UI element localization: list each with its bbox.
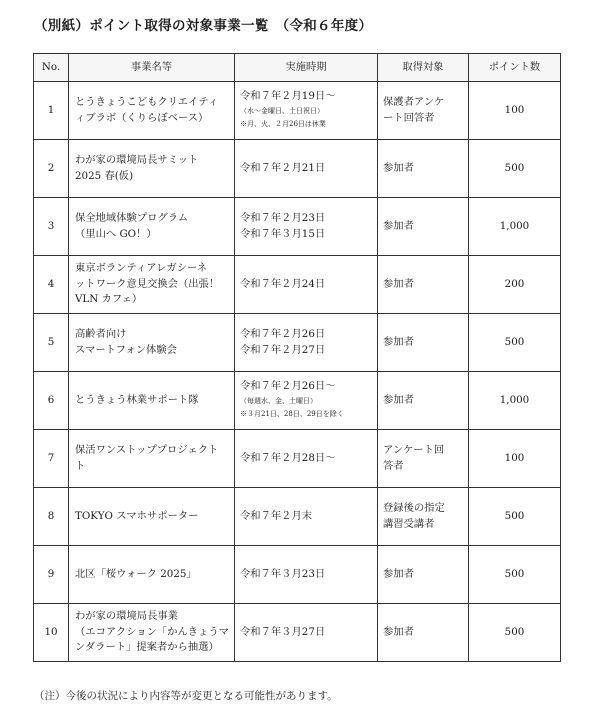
- program-period: [235, 604, 378, 662]
- table-body: [34, 82, 561, 662]
- program-period: [235, 488, 378, 546]
- points-value: 500: [469, 546, 561, 604]
- eligible-target-line: 保護者アンケ: [383, 95, 445, 108]
- program-name: [69, 140, 235, 198]
- program-period: [235, 198, 378, 256]
- eligible-target-line: 答者: [383, 459, 404, 472]
- points-value: 100: [469, 430, 561, 488]
- program-name: [69, 372, 235, 430]
- eligible-target: [378, 372, 469, 430]
- table-row: [34, 82, 561, 140]
- table-row: [34, 372, 561, 430]
- table-row: [34, 430, 561, 488]
- program-period-line: 令和７年３月23日: [240, 567, 326, 580]
- row-number: 7: [34, 430, 69, 488]
- eligible-target-line: 参加者: [383, 625, 414, 638]
- eligible-target-line: 登録後の指定: [383, 501, 445, 514]
- program-name-line: ト: [75, 459, 86, 472]
- row-number: 5: [34, 314, 69, 372]
- program-name-line: とうきょうこどもクリエイティ: [75, 95, 219, 108]
- program-name-line: 保活ワンストッププロジェクト: [75, 443, 219, 456]
- program-name-line: わが家の環境局長サミット: [75, 153, 199, 166]
- program-name-line: 北区「桜ウォーク 2025」: [75, 567, 197, 580]
- program-name-line: とうきょう林業サポート隊: [75, 393, 199, 406]
- header-points: ポイント数: [469, 54, 561, 82]
- row-number: 6: [34, 372, 69, 430]
- points-value: 500: [469, 314, 561, 372]
- row-number: 4: [34, 256, 69, 314]
- points-value: 500: [469, 488, 561, 546]
- program-name: [69, 82, 235, 140]
- footnote: （注）今後の状況により内容等が変更となる可能性があります。: [34, 690, 338, 702]
- program-name-line: TOKYO スマホサポーター: [75, 509, 199, 522]
- program-period-line: （水～金曜日、土日祝日）: [240, 107, 324, 116]
- points-value: 1,000: [469, 372, 561, 430]
- eligible-target-line: ート回答者: [383, 111, 435, 124]
- row-number: 10: [34, 604, 69, 662]
- program-period-line: 令和７年２月23日: [240, 211, 326, 224]
- row-number: 1: [34, 82, 69, 140]
- program-name-line: 保全地域体験プログラム: [75, 211, 189, 224]
- program-period: [235, 372, 378, 430]
- program-period: [235, 256, 378, 314]
- eligible-target-line: 参加者: [383, 161, 414, 174]
- eligible-target-line: 講習受講者: [383, 517, 435, 530]
- header-target: 取得対象: [378, 54, 469, 82]
- points-value: 1,000: [469, 198, 561, 256]
- program-period: [235, 314, 378, 372]
- program-period-line: 令和７年２月19日～: [240, 90, 336, 103]
- row-number: 9: [34, 546, 69, 604]
- program-name: [69, 198, 235, 256]
- program-period-line: 令和７年２月末: [240, 509, 313, 522]
- eligible-target: [378, 256, 469, 314]
- program-name-line: ットワーク意見交換会（出張！: [75, 277, 220, 290]
- program-name-line: ンダラート」提案者から抽選）: [75, 641, 219, 654]
- program-table: [33, 53, 561, 662]
- program-name: [69, 430, 235, 488]
- program-period-line: 令和７年２月26日～: [240, 380, 336, 393]
- table-row: [34, 140, 561, 198]
- program-period-line: 令和７年３月27日: [240, 625, 326, 638]
- eligible-target-line: 参加者: [383, 567, 414, 580]
- program-name: [69, 604, 235, 662]
- eligible-target-line: アンケート回: [383, 443, 445, 456]
- eligible-target: [378, 604, 469, 662]
- table-row: [34, 256, 561, 314]
- table-header-row: [34, 54, 561, 82]
- program-period: [235, 430, 378, 488]
- eligible-target: [378, 198, 469, 256]
- table-row: [34, 488, 561, 546]
- header-period: 実施時期: [235, 54, 378, 82]
- program-name-line: 2025 春(仮): [75, 169, 134, 182]
- program-name-line: 高齢者向け: [75, 327, 127, 340]
- program-name-line: （里山へ GO！）: [75, 227, 157, 240]
- program-name-line: スマートフォン体験会: [75, 343, 177, 356]
- program-name-line: （エコアクション「かんきょうマ: [75, 625, 229, 638]
- program-name: [69, 488, 235, 546]
- eligible-target: [378, 488, 469, 546]
- table-row: [34, 314, 561, 372]
- program-name-line: わが家の環境局長事業: [75, 609, 178, 622]
- program-period-line: 令和７年２月28日～: [240, 451, 336, 464]
- points-value: 100: [469, 82, 561, 140]
- eligible-target: [378, 314, 469, 372]
- document-title: （別紙）ポイント取得の対象事業一覧 （令和６年度）: [34, 18, 373, 34]
- program-period: [235, 546, 378, 604]
- program-period: [235, 82, 378, 140]
- eligible-target: [378, 546, 469, 604]
- program-period-line: 令和７年３月15日: [240, 227, 326, 240]
- eligible-target-line: 参加者: [383, 393, 414, 406]
- row-number: 8: [34, 488, 69, 546]
- points-value: 500: [469, 140, 561, 198]
- program-name-line: 東京ボランティアレガシーネ: [75, 261, 208, 274]
- program-name: [69, 256, 235, 314]
- row-number: 3: [34, 198, 69, 256]
- program-period-line: ※月、火、２月26日は休業: [240, 120, 326, 129]
- program-period-line: 令和７年２月21日: [240, 161, 326, 174]
- points-value: 500: [469, 604, 561, 662]
- program-period-line: 令和７年２月27日: [240, 343, 326, 356]
- table-row: [34, 198, 561, 256]
- eligible-target-line: 参加者: [383, 277, 414, 290]
- program-period-line: （毎週水、金、土曜日）: [240, 397, 317, 406]
- eligible-target-line: 参加者: [383, 219, 414, 232]
- program-period-line: 令和７年２月24日: [240, 277, 326, 290]
- eligible-target: [378, 140, 469, 198]
- program-name: [69, 314, 235, 372]
- table-row: [34, 546, 561, 604]
- row-number: 2: [34, 140, 69, 198]
- program-period-line: ※３月21日、28日、29日を除く: [240, 410, 344, 419]
- header-no: No.: [34, 54, 69, 82]
- points-value: 200: [469, 256, 561, 314]
- program-name-line: ィブラボ（くりらぼベース）: [75, 111, 209, 124]
- program-period-line: 令和７年２月26日: [240, 327, 326, 340]
- header-name: 事業名等: [69, 54, 235, 82]
- program-name: [69, 546, 235, 604]
- eligible-target: [378, 82, 469, 140]
- eligible-target: [378, 430, 469, 488]
- program-name-line: VLN カフェ）: [75, 293, 143, 306]
- program-period: [235, 140, 378, 198]
- table-row: [34, 604, 561, 662]
- eligible-target-line: 参加者: [383, 335, 414, 348]
